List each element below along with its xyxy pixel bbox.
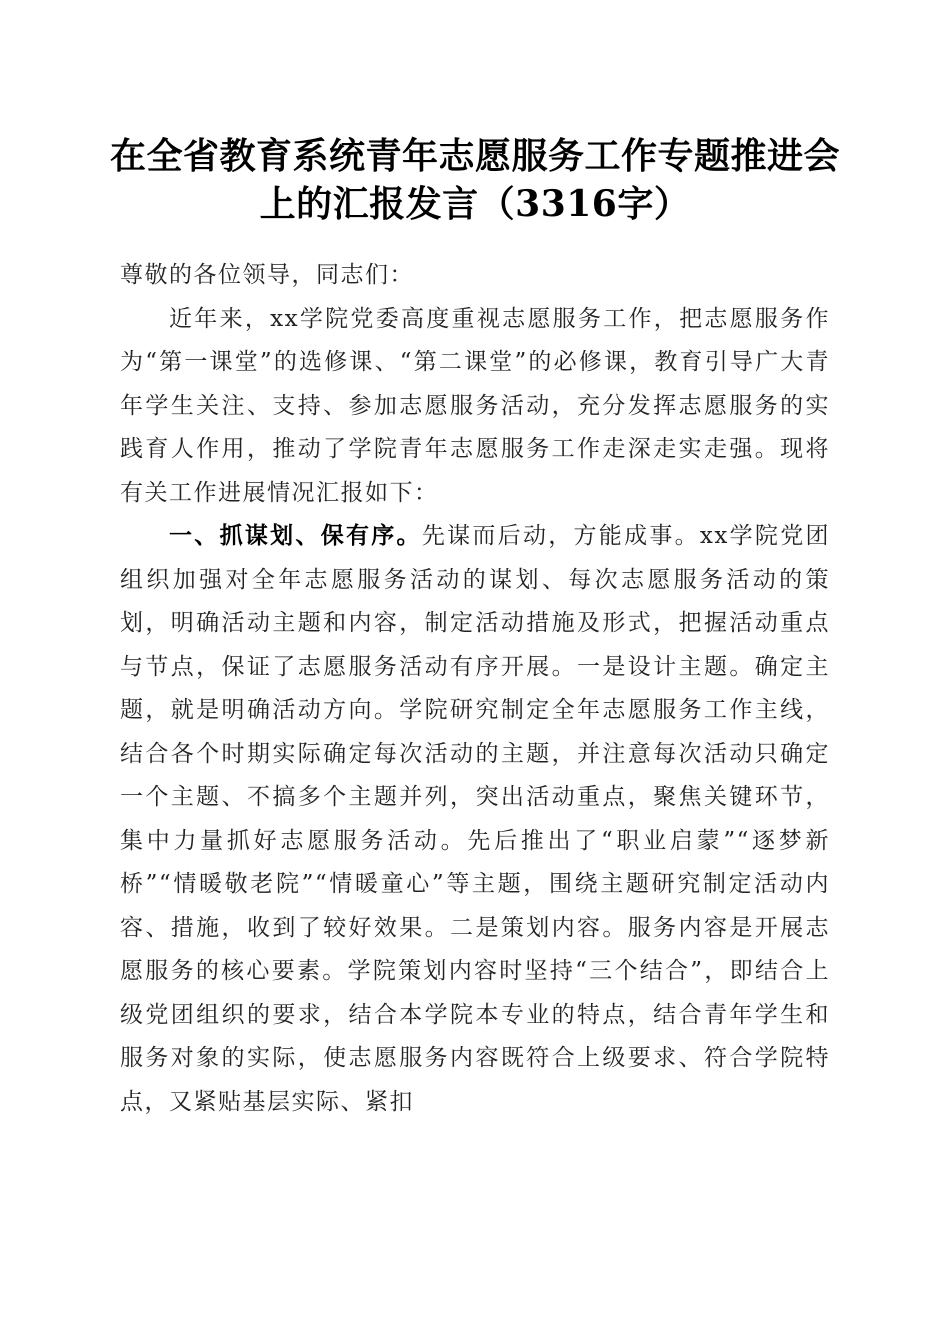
document-body <box>120 254 830 1124</box>
section-1-heading: 一、抓谋划、保有序。 <box>169 523 422 549</box>
section-1-paragraph <box>120 515 830 1124</box>
intro-paragraph: 近年来，xx学院党委高度重视志愿服务工作，把志愿服务作为“第一课堂”的选修课、“第二课堂”的必修课，教育引导广大青年学生关注、支持、参加志愿服务活动，充分发挥志愿服务的实践育人作用，推动了学院青年志愿服务工作走深走实走强。现将有关工作进展情况汇报如下： <box>120 305 830 506</box>
salutation: 尊敬的各位领导，同志们： <box>120 262 414 288</box>
title-line-2: 上的汇报发言（3316字） <box>259 183 691 225</box>
title-line-1: 在全省教育系统青年志愿服务工作专题推进会 <box>109 135 840 177</box>
document-title <box>100 132 850 228</box>
section-1-text: 先谋而后动，方能成事。xx学院党团组织加强对全年志愿服务活动的谋划、每次志愿服务活动的策划，明确活动主题和内容，制定活动措施及形式，把握活动重点与节点，保证了志愿服务活动有序开展。一是设计主题。确定主题，就是明确活动方向。学院研究制定全年志愿服务工作主线，结合各个时期实际确定每次活动的主题，并注意每次活动只确定一个主题、不搞多个主题并列，突出活动重点，聚焦关键环节，集中力量抓好志愿服务活动。先后推出了“职业启蒙”“逐梦新桥”“情暖敬老院”“情暖童心”等主题，围绕主题研究制定活动内容、措施，收到了较好效果。二是策划内容。服务内容是开展志愿服务的核心要素。学院策划内容时坚持“三个结合”，即结合上级党团组织的要求，结合本学院本专业的特点，结合青年学生和服务对象的实际，使志愿服务内容既符合上级要求、符合学院特点，又紧贴基层实际、紧扣 <box>120 523 830 1115</box>
